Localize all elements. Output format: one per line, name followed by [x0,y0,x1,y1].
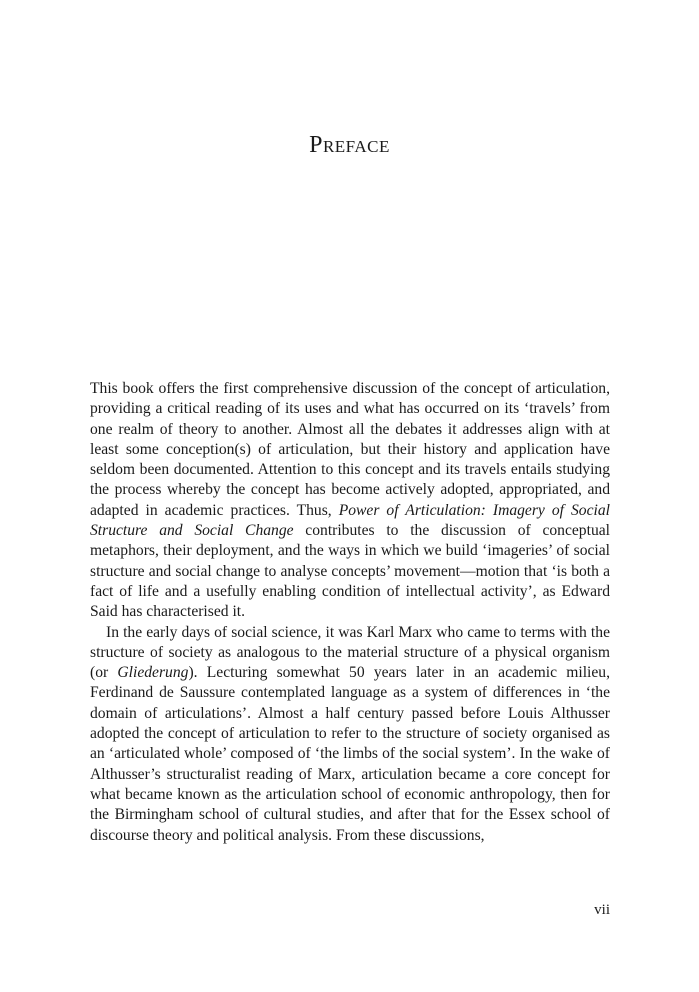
paragraph-1-part-a: This book offers the first comprehensive discussion of the concept of articulation, providing a critical reading of its uses and what has occurred on its ‘travels’ from one realm of theory to another. Almost all the debates it addresses align with at least some conception(s) of articulation, but their history and application have seldom been documented. Attention to this concept and its travels entails studying the process whereby the concept has become actively adopted, appropriated, and adapted in academic practices. Thus, [90,380,610,519]
paragraph-1-part-b: contributes to the discussion of conceptual metaphors, their deployment, and the ways in which we build ‘imageries’ of social structure and social change to analyse concepts’ movement—motion that ‘is both a fact of life and a usefully enabling condition of intellectual activity’, as Edward Said has characterised it. [90,522,610,621]
paragraph-1 [90,379,610,623]
paragraph-2-part-a: In the early days of social science, it was Karl Marx who came to terms with the structure of society as analogous to the material structure of a physical organism (or [90,623,610,682]
chapter-title: Preface [309,132,390,158]
paragraph-2 [90,623,610,846]
gliederung-term-italic: Gliederung [117,664,189,682]
book-title-italic: Power of Articulation: Imagery of Social Structure and Social Change [90,501,610,540]
body-text [90,379,610,846]
paragraph-2-part-b: ). Lecturing somewhat 50 years later in an academic milieu, Ferdinand de Saussure contemplated language as a system of differences in ‘the domain of articulations’. Almost a half century passed before Louis Althusser adopted the concept of articulation to refer to the structure of society organised as an ‘articulated whole’ composed of ‘the limbs of the social system’. In the wake of Althusser’s structuralist reading of Marx, articulation became a core concept for what became known as the articulation school of economic anthropology, then for the Birmingham school of cultural studies, and after that for the Essex school of discourse theory and political analysis. From these discussions, [90,664,610,844]
page-number: vii [594,902,610,918]
